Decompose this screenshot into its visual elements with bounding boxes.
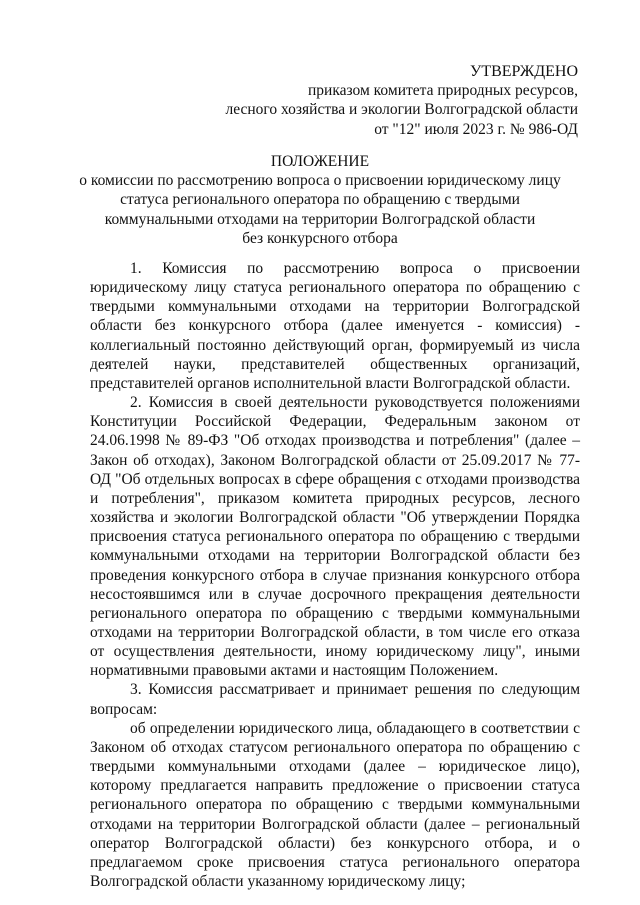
approval-line-2: лесного хозяйства и экологии Волгоградской области (225, 101, 578, 119)
paragraph-1: 1. Комиссия по рассмотрению вопроса о присвоении юридическому лицу статуса регионального оператора по обращению с твердыми коммунальными отходами на территории Волгоградской области без конкурсного отбора (далее именуется - комиссия) - коллегиальный постоянно действующий орган, формируемый из числа деятелей науки, представителей общественных организаций, представителей органов исполнительной власти Волгоградской области. (90, 260, 580, 392)
heading-line-3: коммунальными отходами на территории Волгоградской области (104, 210, 536, 228)
approval-block (226, 62, 579, 139)
document-body (90, 259, 580, 891)
paragraph-3-item-1: об определении юридического лица, обладающего в соответствии с Законом об отходах статусом регионального оператора по обращению с твердыми коммунальными отходами (далее – юридическое лицо), которому предлагается направить предложение о присвоении статуса регионального оператора по обращению с твердыми коммунальными отходами на территории Волгоградской области (далее – региональный оператор Волгоградской области) без конкурсного отбора, и о предлагаемом сроке присвоения статуса регионального оператора Волгоградской области указанному юридическому лицу; (90, 719, 580, 890)
document-heading (0, 152, 640, 248)
paragraph-2: 2. Комиссия в своей деятельности руководствуется положениями Конституции Российской Федерации, Федеральным законом от 24.06.1998 № 89-ФЗ "Об отходах производства и потребления" (далее – Закон об отходах), Законом Волгоградской области от 25.09.2017 № 77-ОД "Об отдельных вопросах в сфере обращения с отходами производства и потребления", приказом комитета природных ресурсов, лесного хозяйства и экологии Волгоградской области "Об утверждении Порядка присвоения статуса регионального оператора по обращению с твердыми коммунальными отходами на территории Волгоградской области без проведения конкурсного отбора в случае признания конкурсного отбора несостоявшимся или в случае досрочного прекращения деятельности регионального оператора по обращению с твердыми коммунальными отходами на территории Волгоградской области, в том числе его отказа от осуществления деятельности, иному юридическому лицу", иными нормативными правовыми актами и настоящим Положением. (90, 394, 580, 680)
heading-line-4: без конкурсного отбора (242, 229, 398, 247)
approval-line-1: приказом комитета природных ресурсов, (308, 82, 578, 100)
heading-line-2: статуса регионального оператора по обращению с твердыми (120, 191, 520, 209)
paragraph-3: 3. Комиссия рассматривает и принимает решения по следующим вопросам: (90, 681, 580, 718)
document-title: ПОЛОЖЕНИЕ (270, 153, 370, 170)
heading-line-1: о комиссии по рассмотрению вопроса о присвоении юридическому лицу (79, 172, 561, 190)
approval-stamp: УТВЕРЖДЕНО (469, 63, 578, 80)
approval-line-3: от "12" июля 2023 г. № 986-ОД (374, 120, 578, 138)
